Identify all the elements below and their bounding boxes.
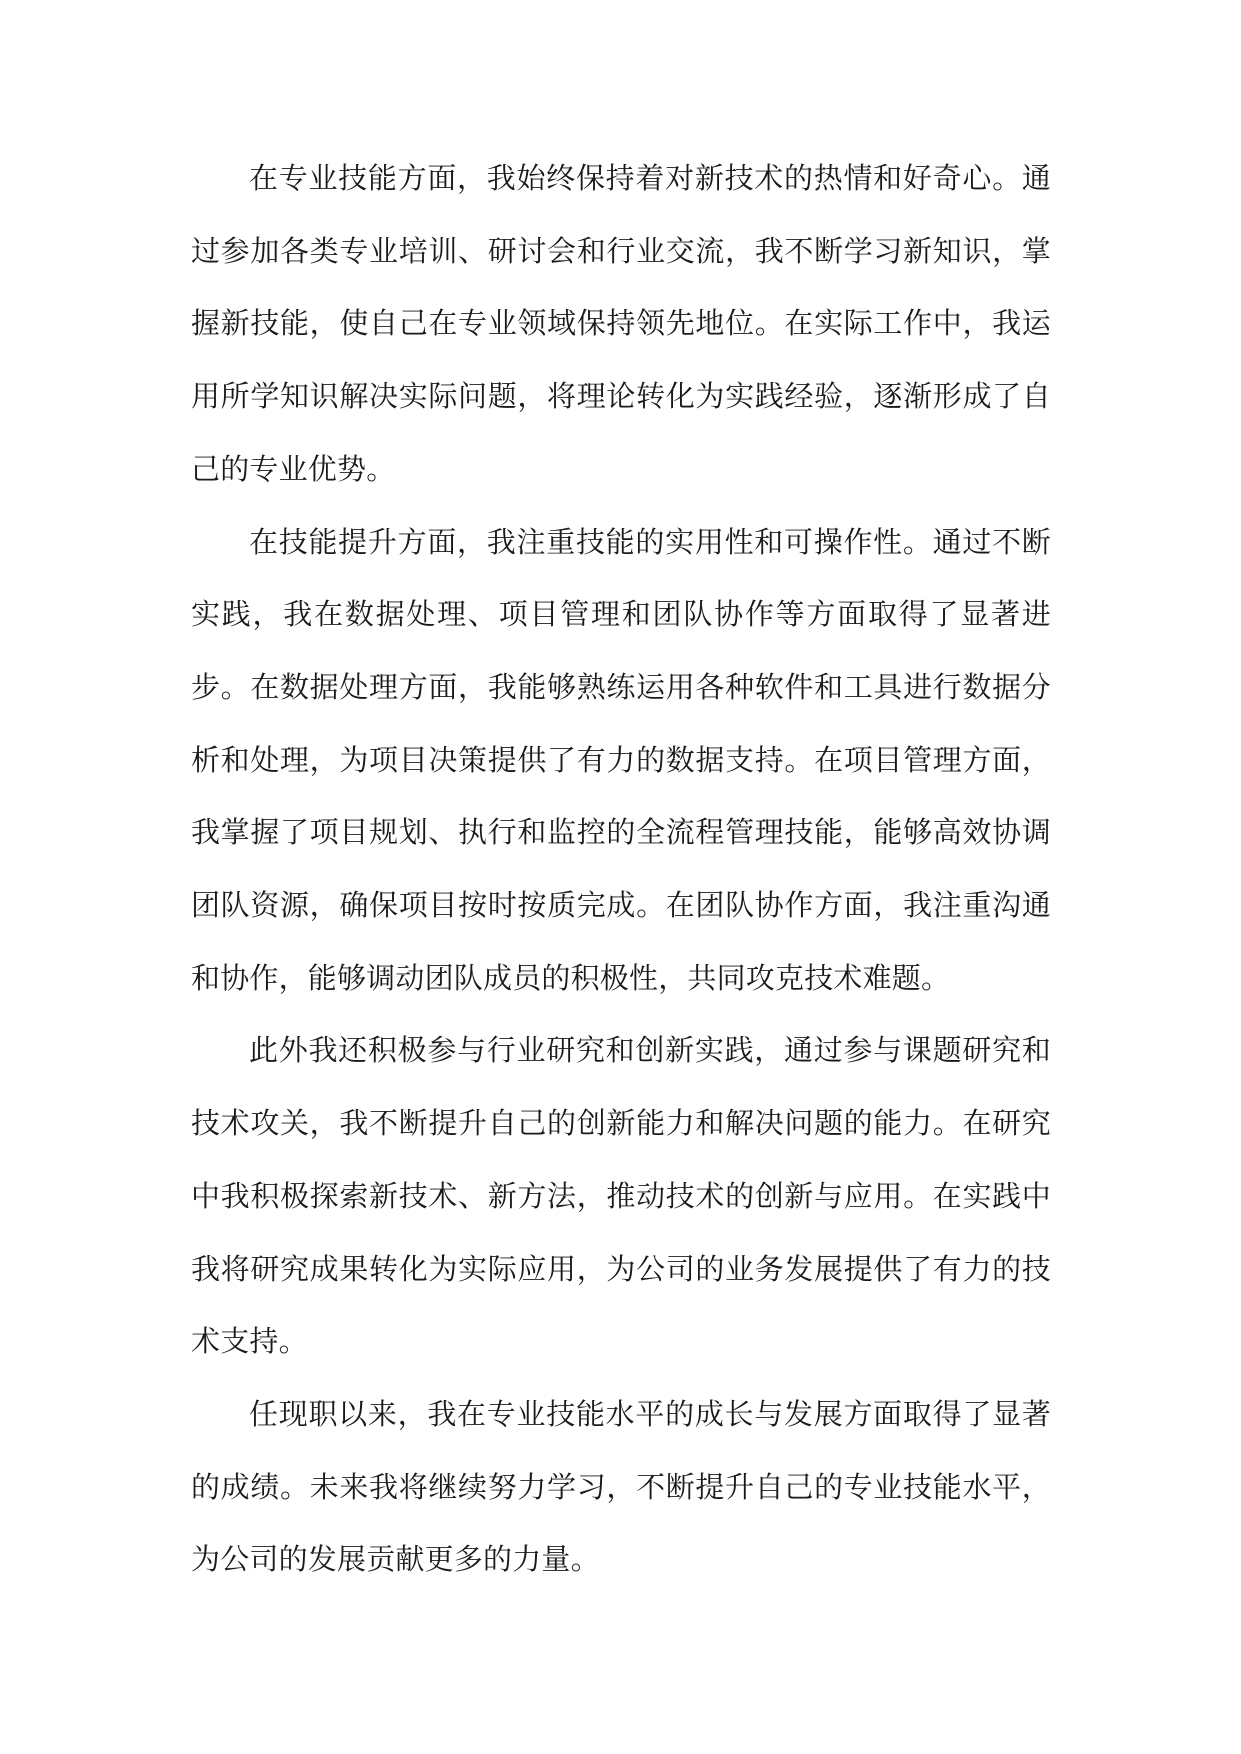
paragraph-research-innovation: 此外我还积极参与行业研究和创新实践，通过参与课题研究和技术攻关，我不断提升自己的创新能力和解决问题的能力。在研究中我积极探索新技术、新方法，推动技术的创新与应用。在实践中我将研究成果转化为实际应用，为公司的业务发展提供了有力的技术支持。 [191, 1033, 1051, 1359]
paragraph-professional-skills: 在专业技能方面，我始终保持着对新技术的热情和好奇心。通过参加各类专业培训、研讨会和行业交流，我不断学习新知识，掌握新技能，使自己在专业领域保持领先地位。在实际工作中，我运用所学知识解决实际问题，将理论转化为实践经验，逐渐形成了自己的专业优势。 [191, 161, 1051, 486]
paragraph-skill-improvement: 在技能提升方面，我注重技能的实用性和可操作性。通过不断实践，我在数据处理、项目管理和团队协作等方面取得了显著进步。在数据处理方面，我能够熟练运用各种软件和工具进行数据分析和处理，为项目决策提供了有力的数据支持。在项目管理方面，我掌握了项目规划、执行和监控的全流程管理技能，能够高效协调团队资源，确保项目按时按质完成。在团队协作方面，我注重沟通和协作，能够调动团队成员的积极性，共同攻克技术难题。 [191, 524, 1051, 995]
paragraph-conclusion: 任现职以来，我在专业技能水平的成长与发展方面取得了显著的成绩。未来我将继续努力学习，不断提升自己的专业技能水平，为公司的发展贡献更多的力量。 [191, 1396, 1051, 1577]
document-body [191, 142, 1051, 1596]
